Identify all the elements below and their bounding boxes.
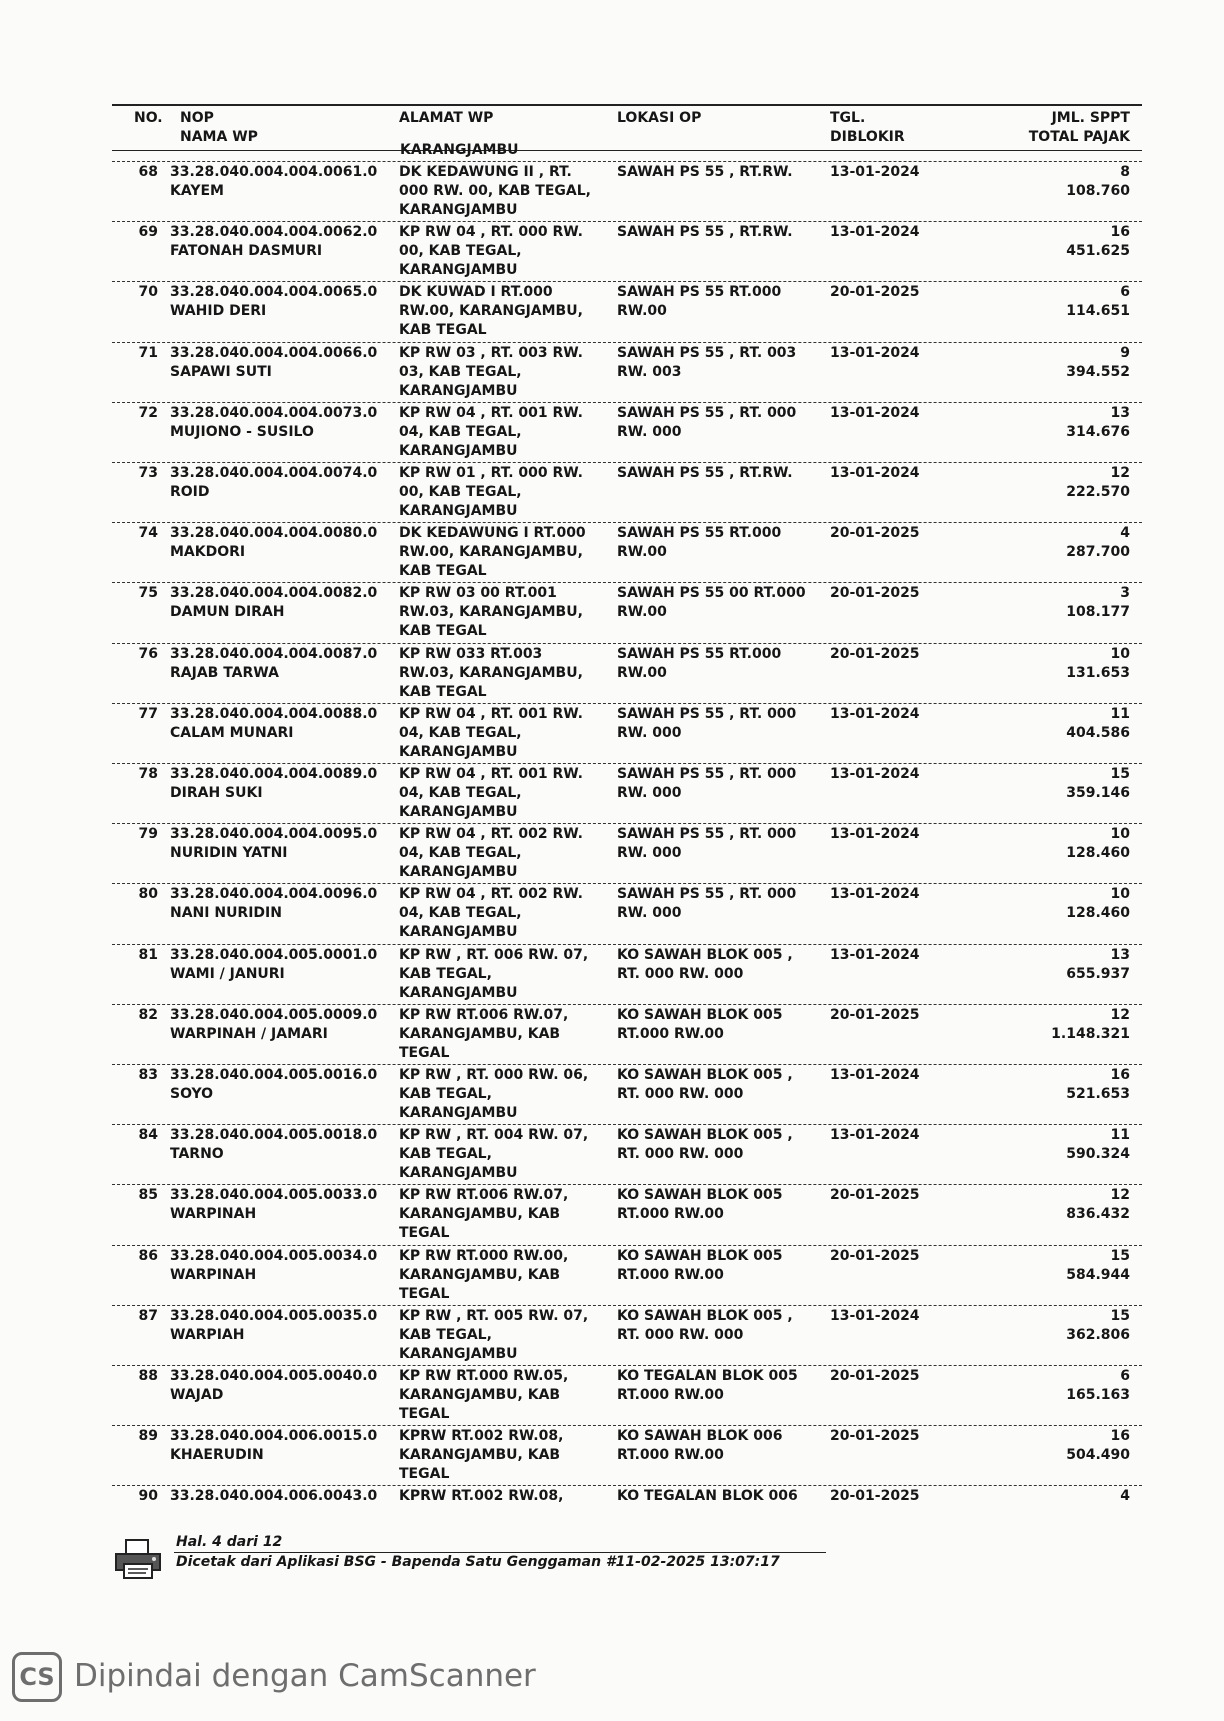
jml-sppt-cell: 16 — [1110, 1428, 1130, 1445]
printer-icon — [112, 1538, 164, 1582]
total-pajak-cell: 836.432 — [1066, 1206, 1130, 1223]
total-pajak-cell: 504.490 — [1066, 1447, 1130, 1464]
lokasi-op-cell: SAWAH PS 55 , RT. 000 RW. 000 — [617, 886, 797, 922]
tgl-diblokir-cell: 20-01-2025 — [830, 1187, 920, 1204]
table-row — [112, 944, 1142, 1005]
lokasi-op-cell: KO SAWAH BLOK 005 RT.000 RW.00 — [617, 1247, 783, 1283]
tgl-diblokir-cell: 13-01-2024 — [830, 1127, 920, 1144]
alamat-wp-cell: KP RW 04 , RT. 000 RW. 00, KAB TEGAL, KARANGJAMBU — [399, 224, 583, 279]
lokasi-op-cell: KO SAWAH BLOK 005 , RT. 000 RW. 000 — [617, 1307, 793, 1343]
tgl-diblokir-cell: 13-01-2024 — [830, 705, 920, 722]
total-pajak-cell: 359.146 — [1066, 785, 1130, 801]
alamat-wp-cell: KP RW 04 , RT. 001 RW. 04, KAB TEGAL, KARANGJAMBU — [399, 705, 583, 760]
lokasi-op-cell: KO TEGALAN BLOK 005 RT.000 RW.00 — [617, 1368, 798, 1403]
jml-sppt-cell: 12 — [1110, 1006, 1130, 1023]
total-pajak-cell: 128.460 — [1066, 845, 1130, 862]
row-number: 83 — [138, 1067, 158, 1083]
tgl-diblokir-cell: 20-01-2025 — [830, 1428, 920, 1445]
nop-cell: 33.28.040.004.004.0080.0 — [170, 525, 378, 542]
lokasi-op-cell: KO TEGALAN BLOK 006 — [617, 1488, 798, 1505]
row-number: 88 — [138, 1368, 158, 1384]
lokasi-op-cell: KO SAWAH BLOK 005 , RT. 000 RW. 000 — [617, 1067, 793, 1102]
table-row — [112, 823, 1142, 884]
row-number: 70 — [138, 284, 158, 301]
tgl-diblokir-cell: 13-01-2024 — [830, 886, 920, 903]
nop-cell: 33.28.040.004.005.0035.0 — [170, 1307, 378, 1324]
tgl-diblokir-cell: 20-01-2025 — [830, 284, 920, 301]
tgl-diblokir-cell: 13-01-2024 — [830, 164, 920, 180]
jml-sppt-cell: 15 — [1110, 1307, 1130, 1324]
watermark-text: Dipindai dengan CamScanner — [74, 1658, 536, 1694]
lokasi-op-cell: SAWAH PS 55 , RT. 000 RW. 000 — [617, 404, 797, 440]
total-pajak-cell: 362.806 — [1066, 1326, 1130, 1343]
jml-sppt-cell: 10 — [1110, 886, 1130, 903]
row-number: 78 — [138, 766, 158, 782]
lokasi-op-cell: SAWAH PS 55 , RT. 000 RW. 000 — [617, 705, 797, 741]
alamat-wp-cell: KP RW 04 , RT. 001 RW. 04, KAB TEGAL, KARANGJAMBU — [399, 404, 583, 459]
table-row — [112, 281, 1142, 342]
total-pajak-cell: 114.651 — [1066, 303, 1130, 320]
row-number: 80 — [138, 886, 158, 903]
alamat-wp-cell: KP RW , RT. 005 RW. 07, KAB TEGAL, KARANGJAMBU — [399, 1307, 589, 1362]
tgl-diblokir-cell: 20-01-2025 — [830, 1247, 920, 1264]
row-number: 90 — [138, 1488, 158, 1505]
camscanner-logo: CS — [12, 1652, 62, 1702]
lokasi-op-cell: SAWAH PS 55 , RT.RW. — [617, 465, 793, 481]
alamat-wp-cell: KP RW 04 , RT. 001 RW. 04, KAB TEGAL, KARANGJAMBU — [399, 766, 583, 820]
lokasi-op-cell: SAWAH PS 55 , RT.RW. — [617, 224, 793, 241]
lokasi-op-cell: SAWAH PS 55 00 RT.000 RW.00 — [617, 585, 806, 621]
nama-wp-cell: FATONAH DASMURI — [170, 243, 323, 260]
row-number: 84 — [138, 1127, 158, 1144]
footer-divider — [174, 1552, 826, 1553]
total-pajak-cell: 655.937 — [1066, 965, 1130, 982]
jml-sppt-cell: 6 — [1120, 1368, 1130, 1384]
nama-wp-cell: WAJAD — [170, 1387, 224, 1403]
nop-cell: 33.28.040.004.004.0096.0 — [170, 886, 378, 903]
alamat-wp-cell: KP RW RT.006 RW.07, KARANGJAMBU, KAB TEGAL — [399, 1006, 569, 1061]
jml-sppt-cell: 11 — [1110, 705, 1130, 722]
nama-wp-cell: SAPAWI SUTI — [170, 363, 272, 380]
nama-wp-cell: RAJAB TARWA — [170, 664, 279, 681]
nop-cell: 33.28.040.004.006.0015.0 — [170, 1428, 378, 1445]
row-number: 68 — [138, 164, 158, 180]
jml-sppt-cell: 3 — [1120, 585, 1130, 602]
jml-sppt-cell: 4 — [1120, 525, 1130, 542]
lokasi-op-cell: SAWAH PS 55 , RT. 000 RW. 000 — [617, 826, 797, 862]
nop-cell: 33.28.040.004.004.0095.0 — [170, 826, 378, 843]
table-row — [112, 1365, 1142, 1426]
row-number: 71 — [138, 344, 158, 361]
row-number: 74 — [138, 525, 158, 542]
tgl-diblokir-cell: 13-01-2024 — [830, 766, 920, 782]
row-number: 85 — [138, 1187, 158, 1204]
nop-cell: 33.28.040.004.005.0040.0 — [170, 1368, 378, 1384]
row-number: 75 — [138, 585, 158, 602]
page-number: Hal. 4 dari 12 — [176, 1534, 283, 1550]
tgl-diblokir-cell: 20-01-2025 — [830, 645, 920, 662]
row-number: 87 — [138, 1307, 158, 1324]
alamat-wp-cell: KP RW 03 00 RT.001 RW.03, KARANGJAMBU, KAB TEGAL — [399, 585, 583, 640]
nop-cell: 33.28.040.004.004.0062.0 — [170, 224, 378, 241]
jml-sppt-cell: 16 — [1110, 224, 1130, 241]
nama-wp-cell: WARPIAH — [170, 1326, 245, 1343]
lokasi-op-cell: SAWAH PS 55 , RT.RW. — [617, 164, 793, 180]
nama-wp-cell: NANI NURIDIN — [170, 905, 282, 922]
jml-sppt-cell: 13 — [1110, 404, 1130, 421]
lokasi-op-cell: KO SAWAH BLOK 005 RT.000 RW.00 — [617, 1187, 783, 1223]
table-row — [112, 1124, 1142, 1185]
nama-wp-cell: MAKDORI — [170, 544, 246, 561]
jml-sppt-cell: 15 — [1110, 766, 1130, 782]
nop-cell: 33.28.040.004.004.0082.0 — [170, 585, 378, 602]
total-pajak-cell: 521.653 — [1066, 1086, 1130, 1102]
header-nama-wp: NAMA WP — [180, 129, 258, 145]
tgl-diblokir-cell: 13-01-2024 — [830, 1067, 920, 1083]
table-row — [112, 1305, 1142, 1366]
header-diblokir: DIBLOKIR — [830, 129, 905, 145]
nop-cell: 33.28.040.004.004.0087.0 — [170, 645, 378, 662]
tgl-diblokir-cell: 13-01-2024 — [830, 344, 920, 361]
total-pajak-cell: 128.460 — [1066, 905, 1130, 922]
header-alamat-wp: ALAMAT WP — [399, 110, 494, 126]
tgl-diblokir-cell: 13-01-2024 — [830, 224, 920, 241]
alamat-wp-cell: KPRW RT.002 RW.08, — [399, 1488, 564, 1505]
table-row — [112, 221, 1142, 282]
total-pajak-cell: 1.148.321 — [1051, 1025, 1130, 1042]
alamat-wp-cell: KPRW RT.002 RW.08, KARANGJAMBU, KAB TEGAL — [399, 1428, 564, 1483]
table-row — [112, 342, 1142, 403]
alamat-wp-cell: KP RW 033 RT.003 RW.03, KARANGJAMBU, KAB TEGAL — [399, 645, 583, 700]
alamat-wp-cell: KP RW RT.000 RW.05, KARANGJAMBU, KAB TEGAL — [399, 1368, 569, 1422]
row-number: 89 — [138, 1428, 158, 1445]
jml-sppt-cell: 13 — [1110, 946, 1130, 963]
table-row — [112, 1064, 1142, 1125]
jml-sppt-cell: 15 — [1110, 1247, 1130, 1264]
nama-wp-cell: WARPINAH — [170, 1266, 257, 1283]
row-number: 82 — [138, 1006, 158, 1023]
nama-wp-cell: KAYEM — [170, 183, 224, 199]
nama-wp-cell: KHAERUDIN — [170, 1447, 264, 1464]
lokasi-op-cell: SAWAH PS 55 RT.000 RW.00 — [617, 284, 782, 320]
tgl-diblokir-cell: 20-01-2025 — [830, 525, 920, 542]
jml-sppt-cell: 10 — [1110, 645, 1130, 662]
row-number: 77 — [138, 705, 158, 722]
nama-wp-cell: DAMUN DIRAH — [170, 604, 285, 621]
table-header — [112, 104, 1142, 151]
jml-sppt-cell: 11 — [1110, 1127, 1130, 1144]
table-row — [112, 763, 1142, 824]
tgl-diblokir-cell: 20-01-2025 — [830, 1006, 920, 1023]
nop-cell: 33.28.040.004.004.0066.0 — [170, 344, 378, 361]
header-no: NO. — [134, 110, 163, 126]
table-row — [112, 643, 1142, 704]
tgl-diblokir-cell: 20-01-2025 — [830, 1488, 920, 1505]
alamat-wp-cell: KP RW , RT. 000 RW. 06, KAB TEGAL, KARANGJAMBU — [399, 1067, 589, 1121]
alamat-wp-cell: KP RW , RT. 006 RW. 07, KAB TEGAL, KARANGJAMBU — [399, 946, 589, 1001]
total-pajak-cell: 108.760 — [1066, 183, 1130, 199]
row-number: 73 — [138, 465, 158, 481]
row-number: 72 — [138, 404, 158, 421]
alamat-wp-cell: KP RW 04 , RT. 002 RW. 04, KAB TEGAL, KARANGJAMBU — [399, 826, 583, 881]
tgl-diblokir-cell: 13-01-2024 — [830, 1307, 920, 1324]
nama-wp-cell: MUJIONO - SUSILO — [170, 423, 314, 440]
nop-cell: 33.28.040.004.004.0073.0 — [170, 404, 378, 421]
lokasi-op-cell: KO SAWAH BLOK 005 RT.000 RW.00 — [617, 1006, 783, 1042]
print-info: Dicetak dari Aplikasi BSG - Bapenda Satu Genggaman #11-02-2025 13:07:17 — [176, 1554, 780, 1570]
table-row — [112, 462, 1142, 523]
total-pajak-cell: 584.944 — [1066, 1266, 1130, 1283]
lokasi-op-cell: SAWAH PS 55 , RT. 003 RW. 003 — [617, 344, 797, 380]
tgl-diblokir-cell: 13-01-2024 — [830, 465, 920, 481]
nop-cell: 33.28.040.004.004.0065.0 — [170, 284, 378, 301]
nop-cell: 33.28.040.004.005.0033.0 — [170, 1187, 378, 1204]
total-pajak-cell: 404.586 — [1066, 724, 1130, 741]
total-pajak-cell: 287.700 — [1066, 544, 1130, 561]
nama-wp-cell: WARPINAH — [170, 1206, 257, 1223]
alamat-wp-cell: KP RW , RT. 004 RW. 07, KAB TEGAL, KARANGJAMBU — [399, 1127, 589, 1182]
table-row — [112, 1425, 1142, 1486]
lokasi-op-cell: SAWAH PS 55 RT.000 RW.00 — [617, 525, 782, 561]
alamat-wp-cell: KP RW RT.000 RW.00, KARANGJAMBU, KAB TEGAL — [399, 1247, 569, 1302]
carryover-address: KARANGJAMBU — [400, 142, 519, 158]
nop-cell: 33.28.040.004.005.0001.0 — [170, 946, 378, 963]
nop-cell: 33.28.040.004.006.0043.0 — [170, 1488, 378, 1505]
nop-cell: 33.28.040.004.005.0016.0 — [170, 1067, 378, 1083]
nama-wp-cell: WAHID DERI — [170, 303, 267, 320]
row-number: 69 — [138, 224, 158, 241]
row-number: 79 — [138, 826, 158, 843]
lokasi-op-cell: KO SAWAH BLOK 005 , RT. 000 RW. 000 — [617, 946, 793, 982]
nama-wp-cell: WAMI / JANURI — [170, 965, 285, 982]
table-row — [112, 1245, 1142, 1306]
jml-sppt-cell: 8 — [1120, 164, 1130, 180]
jml-sppt-cell: 12 — [1110, 1187, 1130, 1204]
jml-sppt-cell: 9 — [1120, 344, 1130, 361]
jml-sppt-cell: 12 — [1110, 465, 1130, 481]
page-footer — [112, 1532, 872, 1592]
nama-wp-cell: CALAM MUNARI — [170, 724, 294, 741]
nop-cell: 33.28.040.004.004.0088.0 — [170, 705, 378, 722]
nop-cell: 33.28.040.004.004.0089.0 — [170, 766, 378, 782]
tgl-diblokir-cell: 13-01-2024 — [830, 826, 920, 843]
total-pajak-cell: 451.625 — [1066, 243, 1130, 260]
tgl-diblokir-cell: 20-01-2025 — [830, 1368, 920, 1384]
lokasi-op-cell: SAWAH PS 55 RT.000 RW.00 — [617, 645, 782, 681]
table-row — [112, 522, 1142, 583]
alamat-wp-cell: KP RW 03 , RT. 003 RW. 03, KAB TEGAL, KARANGJAMBU — [399, 344, 583, 399]
header-lokasi-op: LOKASI OP — [617, 110, 702, 126]
total-pajak-cell: 222.570 — [1066, 484, 1130, 500]
nop-cell: 33.28.040.004.005.0018.0 — [170, 1127, 378, 1144]
total-pajak-cell: 590.324 — [1066, 1146, 1130, 1163]
tgl-diblokir-cell: 13-01-2024 — [830, 946, 920, 963]
table-row — [112, 402, 1142, 463]
header-tgl: TGL. — [830, 110, 866, 126]
tgl-diblokir-cell: 20-01-2025 — [830, 585, 920, 602]
table-row — [112, 1485, 1142, 1510]
alamat-wp-cell: KP RW RT.006 RW.07, KARANGJAMBU, KAB TEGAL — [399, 1187, 569, 1242]
row-number: 81 — [138, 946, 158, 963]
table-row — [112, 161, 1142, 222]
nama-wp-cell: TARNO — [170, 1146, 224, 1163]
jml-sppt-cell: 4 — [1120, 1488, 1130, 1505]
jml-sppt-cell: 6 — [1120, 284, 1130, 301]
total-pajak-cell: 131.653 — [1066, 664, 1130, 681]
total-pajak-cell: 108.177 — [1066, 604, 1130, 621]
nop-cell: 33.28.040.004.005.0009.0 — [170, 1006, 378, 1023]
total-pajak-cell: 165.163 — [1066, 1387, 1130, 1403]
table-row — [112, 703, 1142, 764]
alamat-wp-cell: DK KEDAWUNG II , RT. 000 RW. 00, KAB TEGAL, KARANGJAMBU — [399, 164, 591, 218]
table-row — [112, 883, 1142, 944]
table-row — [112, 1184, 1142, 1245]
total-pajak-cell: 394.552 — [1066, 363, 1130, 380]
alamat-wp-cell: KP RW 01 , RT. 000 RW. 00, KAB TEGAL, KARANGJAMBU — [399, 465, 583, 519]
total-pajak-cell: 314.676 — [1066, 423, 1130, 440]
nop-cell: 33.28.040.004.004.0074.0 — [170, 465, 378, 481]
alamat-wp-cell: DK KEDAWUNG I RT.000 RW.00, KARANGJAMBU, KAB TEGAL — [399, 525, 586, 580]
row-number: 76 — [138, 645, 158, 662]
nop-cell: 33.28.040.004.004.0061.0 — [170, 164, 378, 180]
lokasi-op-cell: KO SAWAH BLOK 006 RT.000 RW.00 — [617, 1428, 783, 1464]
row-number: 86 — [138, 1247, 158, 1264]
jml-sppt-cell: 10 — [1110, 826, 1130, 843]
header-nop: NOP — [180, 110, 214, 126]
lokasi-op-cell: SAWAH PS 55 , RT. 000 RW. 000 — [617, 766, 797, 801]
nama-wp-cell: NURIDIN YATNI — [170, 845, 288, 862]
nama-wp-cell: SOYO — [170, 1086, 214, 1102]
alamat-wp-cell: DK KUWAD I RT.000 RW.00, KARANGJAMBU, KAB TEGAL — [399, 284, 583, 339]
lokasi-op-cell: KO SAWAH BLOK 005 , RT. 000 RW. 000 — [617, 1127, 793, 1163]
jml-sppt-cell: 16 — [1110, 1067, 1130, 1083]
header-jml-sppt: JML. SPPT — [1051, 110, 1130, 126]
alamat-wp-cell: KP RW 04 , RT. 002 RW. 04, KAB TEGAL, KARANGJAMBU — [399, 886, 583, 941]
nama-wp-cell: ROID — [170, 484, 210, 500]
table-row — [112, 1004, 1142, 1065]
nama-wp-cell: WARPINAH / JAMARI — [170, 1025, 328, 1042]
nop-cell: 33.28.040.004.005.0034.0 — [170, 1247, 378, 1264]
nama-wp-cell: DIRAH SUKI — [170, 785, 263, 801]
table-row — [112, 582, 1142, 643]
tgl-diblokir-cell: 13-01-2024 — [830, 404, 920, 421]
header-total-pajak: TOTAL PAJAK — [1028, 129, 1130, 145]
